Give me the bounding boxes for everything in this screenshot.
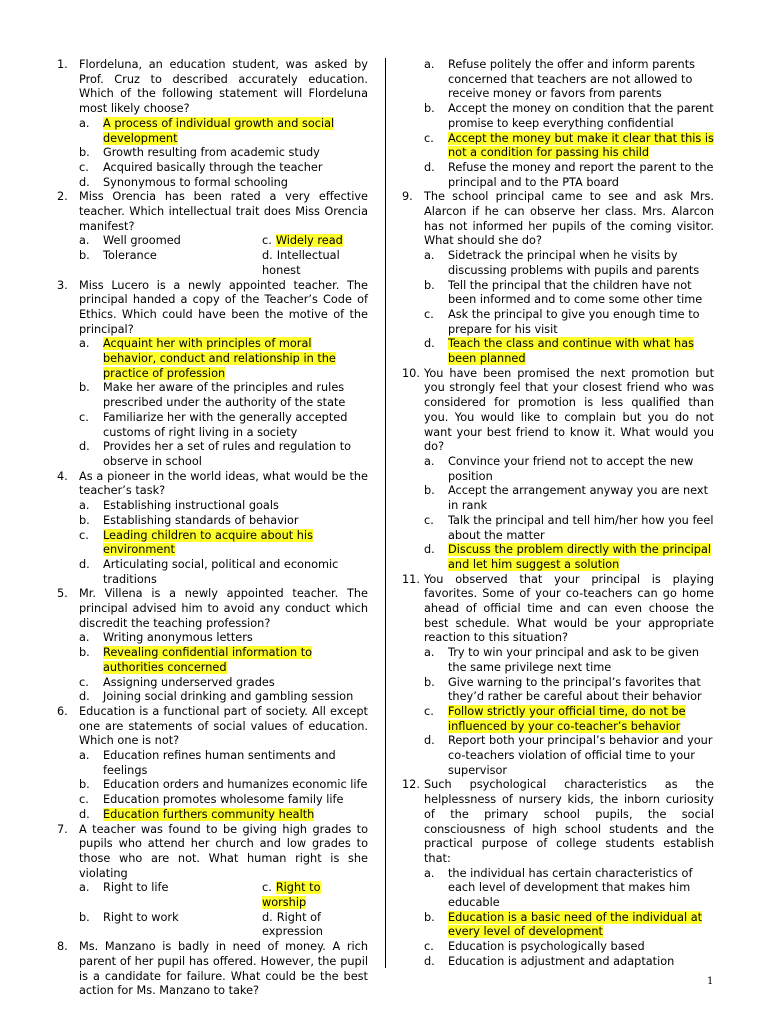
question-text: You have been promised the next promotion but you strongly feel that your closest friend who was considered for promotion is less qualified than you. You would like to complain but you do not want your best friend to know it. What would you do?: [424, 366, 714, 454]
answer-choice: [79, 249, 262, 278]
page-number: 1: [707, 976, 714, 987]
choice-letter: d.: [424, 160, 435, 174]
choice-letter: a.: [79, 881, 90, 895]
choice-text: Refuse politely the offer and inform parents concerned that teachers are not allowed to receive money or favors from parents: [448, 58, 696, 101]
choice-text: Right to work: [103, 910, 179, 924]
choice-letter: c.: [79, 410, 89, 424]
choice-text: Establishing instructional goals: [103, 499, 279, 513]
choice-text: the individual has certain characteristics of each level of development that makes him educable: [448, 866, 693, 910]
choice-row: [79, 911, 368, 940]
question-number: 6.: [57, 704, 68, 718]
answer-choice: [79, 161, 368, 176]
choice-letter: d.: [424, 954, 435, 968]
answer-choice: [79, 749, 368, 778]
choice-list: [79, 499, 368, 587]
choice-text: Acquired basically through the teacher: [103, 160, 323, 174]
choice-text: Right to life: [103, 881, 169, 895]
answer-choice: [79, 337, 368, 381]
answer-choice: [79, 176, 368, 191]
question-text: Ms. Manzano is badly in need of money. A rich parent of her pupil has offered. However, the pupil is a candidate for failure. What could be the best action for Ms. Manzano to take?: [79, 940, 368, 998]
answer-choice: [79, 793, 368, 808]
question-number: 8.: [57, 940, 68, 954]
question-number: 10.: [402, 366, 420, 380]
answer-choice: [424, 308, 714, 337]
choice-letter: d.: [262, 249, 273, 263]
answer-choice: [79, 676, 368, 691]
answer-choice: [424, 132, 714, 161]
choice-letter: a.: [79, 499, 90, 513]
question-text: Mr. Villena is a newly appointed teacher. The principal advised him to avoid any conduct which discredit the teaching profession?: [79, 587, 368, 630]
choice-letter: b.: [79, 910, 90, 924]
choice-row: [79, 249, 368, 278]
choice-letter: a.: [79, 631, 90, 645]
choice-list: [424, 646, 714, 778]
question-number: 12.: [402, 778, 420, 792]
answer-choice: [424, 455, 714, 484]
question-text: The school principal came to see and ask Mrs. Alarcon if he can observe her class. Mrs. Alarcon has not informed her pupils of the coming visitor. What should she do?: [424, 190, 714, 248]
choice-text: Discuss the problem directly with the principal and let him suggest a solution: [448, 543, 712, 571]
choice-letter: d.: [79, 557, 90, 571]
question-number: 4.: [57, 469, 68, 483]
column-divider: [385, 58, 386, 968]
question-item: [57, 587, 368, 705]
choice-letter: d.: [262, 910, 273, 924]
choice-letter: a.: [424, 454, 435, 468]
answer-choice: [79, 631, 368, 646]
choice-text: Widely read: [275, 234, 343, 248]
choice-text: Education is adjustment and adaptation: [448, 954, 675, 968]
choice-text: Writing anonymous letters: [103, 631, 253, 645]
question-item: [57, 705, 368, 823]
answer-choice: [424, 484, 714, 513]
question-item: [402, 58, 714, 190]
answer-choice: [424, 58, 714, 102]
choice-text: Tolerance: [103, 249, 157, 263]
choice-text: Intellectual honest: [262, 249, 340, 277]
right-column: [402, 58, 714, 970]
question-number: 7.: [57, 822, 68, 836]
question-text: You observed that your principal is playing favorites. Some of your co-teachers can go home ahead of official time and can even choose the best schedule. What would be your appropriate reaction to this situation?: [424, 572, 714, 645]
choice-letter: c.: [424, 513, 434, 527]
choice-text: Education is psychologically based: [448, 940, 645, 954]
choice-text: Tell the principal that the children have not been informed and to come some other time: [448, 278, 703, 307]
choice-list: [79, 117, 368, 191]
choice-text: Talk the principal and tell him/her how you feel about the matter: [448, 513, 714, 542]
choice-letter: d.: [79, 440, 90, 454]
answer-choice: [424, 940, 714, 955]
choice-letter: b.: [79, 646, 90, 660]
choice-text: Ask the principal to give you enough time to prepare for his visit: [448, 307, 700, 336]
question-number: 9.: [402, 190, 413, 204]
question-item: [402, 573, 714, 779]
question-text: As a pioneer in the world ideas, what would be the teacher’s task?: [79, 469, 368, 498]
answer-choice: [79, 778, 368, 793]
choice-letter: b.: [424, 910, 435, 924]
answer-choice: [424, 279, 714, 308]
choice-letter: a.: [424, 58, 435, 71]
question-number: 11.: [402, 572, 420, 586]
answer-choice: [79, 646, 368, 675]
choice-letter: d.: [79, 175, 90, 189]
question-number: 2.: [57, 190, 68, 204]
choice-letter: b.: [79, 778, 90, 792]
question-item: [57, 279, 368, 470]
choice-text: Accept the money on condition that the parent promise to keep everything confidential: [448, 102, 714, 130]
left-column: [57, 58, 368, 999]
choice-letter: b.: [79, 381, 90, 395]
choice-text: Education refines human sentiments and feelings: [103, 749, 336, 777]
choice-text: Education is a basic need of the individual at every level of development: [448, 910, 703, 939]
choice-text: A process of individual growth and social development: [103, 116, 335, 145]
answer-choice: [424, 705, 714, 734]
answer-choice: [79, 499, 368, 514]
choice-text: Follow strictly your official time, do not be influenced by your co-teacher’s behavior: [448, 704, 686, 733]
choice-letter: b.: [424, 278, 435, 292]
choice-letter: d.: [424, 337, 435, 351]
choice-text: Make her aware of the principles and rules prescribed under the authority of the state: [103, 381, 346, 410]
choice-letter: d.: [79, 690, 90, 704]
answer-choice: [79, 690, 368, 705]
question-item: [402, 778, 714, 969]
question-item: [57, 190, 368, 278]
choice-list: [424, 455, 714, 573]
choice-text: Well groomed: [103, 234, 181, 248]
choice-letter: a.: [79, 337, 90, 351]
choice-letter: c.: [424, 704, 434, 718]
choice-text: Give warning to the principal’s favorites that they’d rather be careful about their behavior: [448, 675, 702, 704]
choice-letter: b.: [79, 249, 90, 263]
choice-letter: b.: [79, 513, 90, 527]
answer-choice: [424, 734, 714, 778]
choice-text: Education furthers community health: [103, 807, 315, 821]
answer-choice: [424, 646, 714, 675]
question-number: 3.: [57, 278, 68, 292]
choice-letter: a.: [79, 234, 90, 248]
choice-letter: a.: [424, 866, 435, 880]
question-item: [402, 190, 714, 366]
answer-choice: [262, 249, 368, 278]
choice-letter: c.: [424, 307, 434, 321]
answer-choice: [424, 102, 714, 131]
choice-text: Accept the money but make it clear that this is not a condition for passing his child: [448, 131, 714, 160]
choice-text: Provides her a set of rules and regulation to observe in school: [103, 440, 352, 468]
choice-text: Teach the class and continue with what has been planned: [448, 337, 695, 366]
choice-text: Growth resulting from academic study: [103, 146, 320, 160]
choice-letter: c.: [79, 675, 89, 689]
choice-letter: b.: [79, 146, 90, 160]
choice-text: Education promotes wholesome family life: [103, 793, 344, 807]
choice-text: Articulating social, political and economic traditions: [103, 557, 339, 586]
choice-text: Establishing standards of behavior: [103, 513, 299, 527]
question-item: [57, 940, 368, 999]
choice-letter: a.: [79, 116, 90, 130]
answer-choice: [262, 911, 368, 940]
question-item: [57, 823, 368, 941]
choice-letter: c.: [79, 528, 89, 542]
choice-list: [424, 249, 714, 367]
choice-letter: c.: [424, 940, 434, 954]
answer-choice: [424, 911, 714, 940]
choice-letter: b.: [424, 484, 435, 498]
choice-text: Right to worship: [262, 881, 321, 910]
choice-row: [79, 881, 368, 910]
choice-letter: b.: [424, 102, 435, 116]
question-text: Miss Lucero is a newly appointed teacher. The principal handed a copy of the Teacher’s Code of Ethics. Which could have been the motive of the principal?: [79, 278, 368, 336]
answer-choice: [424, 514, 714, 543]
choice-text: Convince your friend not to accept the new position: [448, 454, 694, 483]
choice-text: Try to win your principal and ask to be given the same privilege next time: [448, 646, 700, 674]
question-text: Flordeluna, an education student, was asked by Prof. Cruz to described accurately education. Which of the following statement will Flordeluna most likely choose?: [79, 58, 368, 116]
answer-choice: [424, 337, 714, 366]
choice-letter: a.: [79, 749, 90, 763]
answer-choice: [79, 411, 368, 440]
answer-choice: [424, 249, 714, 278]
choice-text: Leading children to acquire about his environment: [103, 528, 313, 557]
answer-choice: [79, 381, 368, 410]
choice-text: Familiarize her with the generally accepted customs of right living in a society: [103, 410, 348, 439]
answer-choice: [424, 676, 714, 705]
answer-choice: [79, 558, 368, 587]
choice-letter: a.: [424, 646, 435, 660]
choice-letter: c.: [262, 234, 272, 248]
question-text: Such psychological characteristics as the helplessness of nursery kids, the inborn curiosity of the primary school pupils, the social consciousness of high school students and the practical purpose of college students establish that:: [424, 778, 714, 865]
question-item: [57, 58, 368, 190]
choice-text: Joining social drinking and gambling session: [103, 690, 354, 704]
question-item: [402, 367, 714, 573]
choice-letter: a.: [424, 249, 435, 263]
question-text: Miss Orencia has been rated a very effective teacher. Which intellectual trait does Miss Orencia manifest?: [79, 190, 368, 233]
choice-text: Revealing confidential information to authorities concerned: [103, 646, 313, 674]
question-number: 1.: [57, 58, 68, 71]
choice-list: [424, 58, 714, 190]
answer-choice: [79, 911, 262, 940]
choice-text: Report both your principal’s behavior and your co-teachers violation of official time to your supervisor: [448, 734, 713, 777]
choice-text: Refuse the money and report the parent to the principal and to the PTA board: [448, 160, 714, 189]
choice-letter: b.: [424, 675, 435, 689]
question-number: 5.: [57, 587, 68, 601]
answer-choice: [424, 867, 714, 911]
answer-choice: [79, 529, 368, 558]
choice-text: Assigning underserved grades: [103, 675, 275, 689]
answer-choice: [262, 881, 368, 910]
choice-text: Synonymous to formal schooling: [103, 175, 288, 189]
choice-row: [79, 234, 368, 249]
answer-choice: [424, 955, 714, 970]
answer-choice: [79, 440, 368, 469]
choice-letter: c.: [79, 160, 89, 174]
choice-letter: d.: [79, 807, 90, 821]
choice-text: Sidetrack the principal when he visits by discussing problems with pupils and parents: [448, 249, 700, 277]
answer-choice: [79, 117, 368, 146]
choice-letter: d.: [424, 734, 435, 748]
choice-list: [79, 337, 368, 469]
answer-choice: [79, 881, 262, 910]
choice-letter: c.: [424, 131, 434, 145]
choice-text: Accept the arrangement anyway you are next in rank: [448, 484, 709, 513]
answer-choice: [79, 146, 368, 161]
choice-letter: c.: [262, 881, 272, 895]
question-text: A teacher was found to be giving high grades to pupils who attend her church and low grades to those who are not. What human right is she violating: [79, 822, 368, 880]
answer-choice: [79, 808, 368, 823]
choice-text: Education orders and humanizes economic life: [103, 778, 368, 792]
choice-letter: d.: [424, 543, 435, 557]
answer-choice: [424, 543, 714, 572]
choice-text: Acquaint her with principles of moral behavior, conduct and relationship in the practice of profession: [103, 337, 336, 380]
choice-text: Right of expression: [262, 910, 323, 939]
answer-choice: [79, 514, 368, 529]
choice-list: [79, 631, 368, 705]
choice-list: [79, 749, 368, 823]
choice-letter: c.: [79, 793, 89, 807]
choice-list: [424, 867, 714, 970]
question-text: Education is a functional part of society. All except one are statements of social values of education. Which one is not?: [79, 704, 368, 748]
answer-choice: [79, 234, 262, 249]
answer-choice: [262, 234, 368, 249]
question-item: [57, 470, 368, 588]
answer-choice: [424, 161, 714, 190]
